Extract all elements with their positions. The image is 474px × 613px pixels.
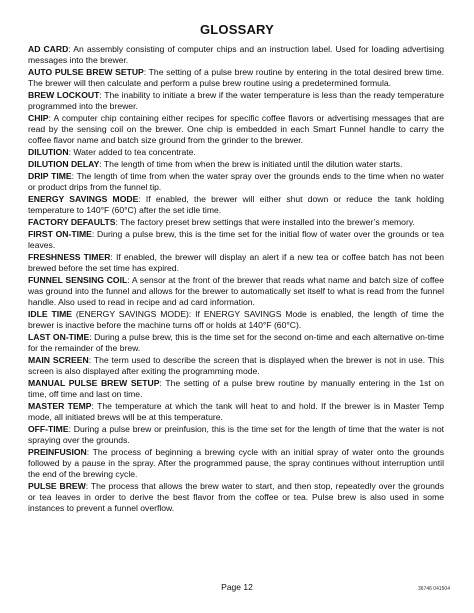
glossary-entry bbox=[28, 171, 444, 193]
glossary-term: FIRST ON-TIME bbox=[28, 229, 92, 239]
glossary-definition: : Water added to tea concentrate. bbox=[68, 147, 196, 157]
glossary-definition: : The setting of a pulse brew routine by manually entering in the 1st on time, off time and last on time. bbox=[28, 378, 444, 399]
glossary-term: DILUTION DELAY bbox=[28, 159, 100, 169]
glossary-definition: : During a pulse brew, this is the time set for the second on-time and each alternative on-time for the remainder of the brew. bbox=[28, 332, 444, 353]
glossary-entry bbox=[28, 159, 444, 170]
page-title: GLOSSARY bbox=[199, 22, 275, 37]
glossary-entry bbox=[28, 424, 444, 446]
glossary-term: OFF-TIME bbox=[28, 424, 69, 434]
glossary-definition: : A computer chip containing either recipes for specific coffee flavors or advertising messages that are read by the sensing coil on the brewer. One chip is embedded in each Smart Funnel handle to carry the coffee flavor name and batch size ground from the grinder to the brewer. bbox=[28, 113, 444, 145]
glossary-term: FACTORY DEFAULTS bbox=[28, 217, 116, 227]
glossary-definition: : The length of time from when the brew is initiated until the dilution water starts. bbox=[99, 159, 403, 169]
glossary-definition: : The length of time from when the water spray over the grounds ends to the time when no water or product drips from the funnel tip. bbox=[28, 171, 444, 192]
glossary-entry bbox=[28, 194, 444, 216]
glossary-entry bbox=[28, 90, 444, 112]
glossary-definition: : The inability to initiate a brew if the water temperature is less than the ready temperature programmed into the brewer. bbox=[28, 90, 444, 111]
glossary-term: DILUTION bbox=[28, 147, 69, 157]
glossary-entry bbox=[28, 309, 444, 331]
glossary-term: IDLE TIME bbox=[28, 309, 72, 319]
glossary-definition: : The term used to describe the screen that is displayed when the brewer is not in use. This screen is also displayed after exiting the programming mode. bbox=[28, 355, 444, 376]
glossary-definition: : The factory preset brew settings that were installed into the brewer’s memory. bbox=[115, 217, 415, 227]
glossary-definition: : An assembly consisting of computer chips and an instruction label. Used for loading advertising messages into the brewer. bbox=[28, 44, 445, 65]
glossary-term: PULSE BREW bbox=[28, 481, 86, 491]
glossary-definition: : A sensor at the front of the brewer that reads what name and batch size of coffee was ground into the funnel and allows for the brewer to automatically set itself to what is read from the funnel handle. Also used to read in recipe and ad card information. bbox=[28, 275, 444, 307]
glossary-entry bbox=[28, 378, 444, 400]
glossary-entry bbox=[28, 113, 444, 146]
glossary-entry bbox=[28, 44, 444, 66]
glossary-entry bbox=[28, 147, 444, 158]
glossary-definition: : During a pulse brew, this is the time set for the initial flow of water over the grounds or tea leaves. bbox=[28, 229, 444, 250]
glossary-definition: : If enabled, the brewer will display an alert if a new tea or coffee batch has not been brewed before the set time has expired. bbox=[28, 252, 445, 273]
glossary-entry bbox=[28, 67, 444, 89]
document-code: 36746 041504 bbox=[418, 586, 450, 592]
glossary-definition: : The process that allows the brew water to start, and then stop, repeatedly over the grounds or tea leaves in order to derive the best flavor from the coffee or tea. Pulse brew is also used in some instances to prevent a funnel overflow. bbox=[28, 481, 445, 513]
glossary-term: ENERGY SAVINGS MODE bbox=[28, 194, 139, 204]
glossary-term: MANUAL PULSE BREW SETUP bbox=[28, 378, 160, 388]
glossary-entry bbox=[28, 252, 444, 274]
glossary-entry bbox=[28, 217, 444, 228]
glossary-definition: : If enabled, the brewer will either shut down or reduce the tank holding temperature to 140°F (60°C) after the set idle time. bbox=[28, 194, 444, 215]
glossary-definition: : The temperature at which the tank will heat to and hold. If the brewer is in Master Temp mode, all initiated brews will be at this temperature. bbox=[28, 401, 444, 422]
glossary-definition: : During a pulse brew or preinfusion, this is the time set for the length of time that the water is not spraying over the grounds. bbox=[28, 424, 444, 445]
glossary-term: BREW LOCKOUT bbox=[28, 90, 100, 100]
glossary-term: MAIN SCREEN bbox=[28, 355, 89, 365]
glossary-term: PREINFUSION bbox=[28, 447, 87, 457]
glossary-term: AD CARD bbox=[28, 44, 69, 54]
glossary-definition: (ENERGY SAVINGS MODE): If ENERGY SAVINGS Mode is enabled, the length of time the brewer is inactive before the machine turns off or holds at 140°F (60°C). bbox=[28, 309, 444, 330]
glossary-term: FRESHNESS TIMER bbox=[28, 252, 111, 262]
glossary-entry bbox=[28, 447, 444, 480]
glossary-term: DRIP TIME bbox=[28, 171, 72, 181]
glossary-entry bbox=[28, 332, 444, 354]
glossary-term: AUTO PULSE BREW SETUP bbox=[28, 67, 144, 77]
glossary-term: LAST ON-TIME bbox=[28, 332, 90, 342]
glossary-definition: : The process of beginning a brewing cycle with an initial spray of water onto the grounds followed by a pause in the spray. After the programmed pause, the spray continues without interruption until the end of the brewing cycle. bbox=[28, 447, 444, 479]
glossary-list bbox=[28, 44, 444, 515]
glossary-entry bbox=[28, 355, 444, 377]
glossary-entry bbox=[28, 401, 444, 423]
glossary-term: CHIP bbox=[28, 113, 49, 123]
glossary-entry bbox=[28, 229, 444, 251]
glossary-term: MASTER TEMP bbox=[28, 401, 92, 411]
glossary-entry bbox=[28, 481, 444, 514]
glossary-definition: : The setting of a pulse brew routine by entering in the total desired brew time. The brewer will then calculate and perform a pulse brew routine using a predetermined formula. bbox=[28, 67, 444, 88]
page-number: Page 12 bbox=[221, 582, 253, 592]
glossary-entry bbox=[28, 275, 444, 308]
glossary-term: FUNNEL SENSING COIL bbox=[28, 275, 128, 285]
